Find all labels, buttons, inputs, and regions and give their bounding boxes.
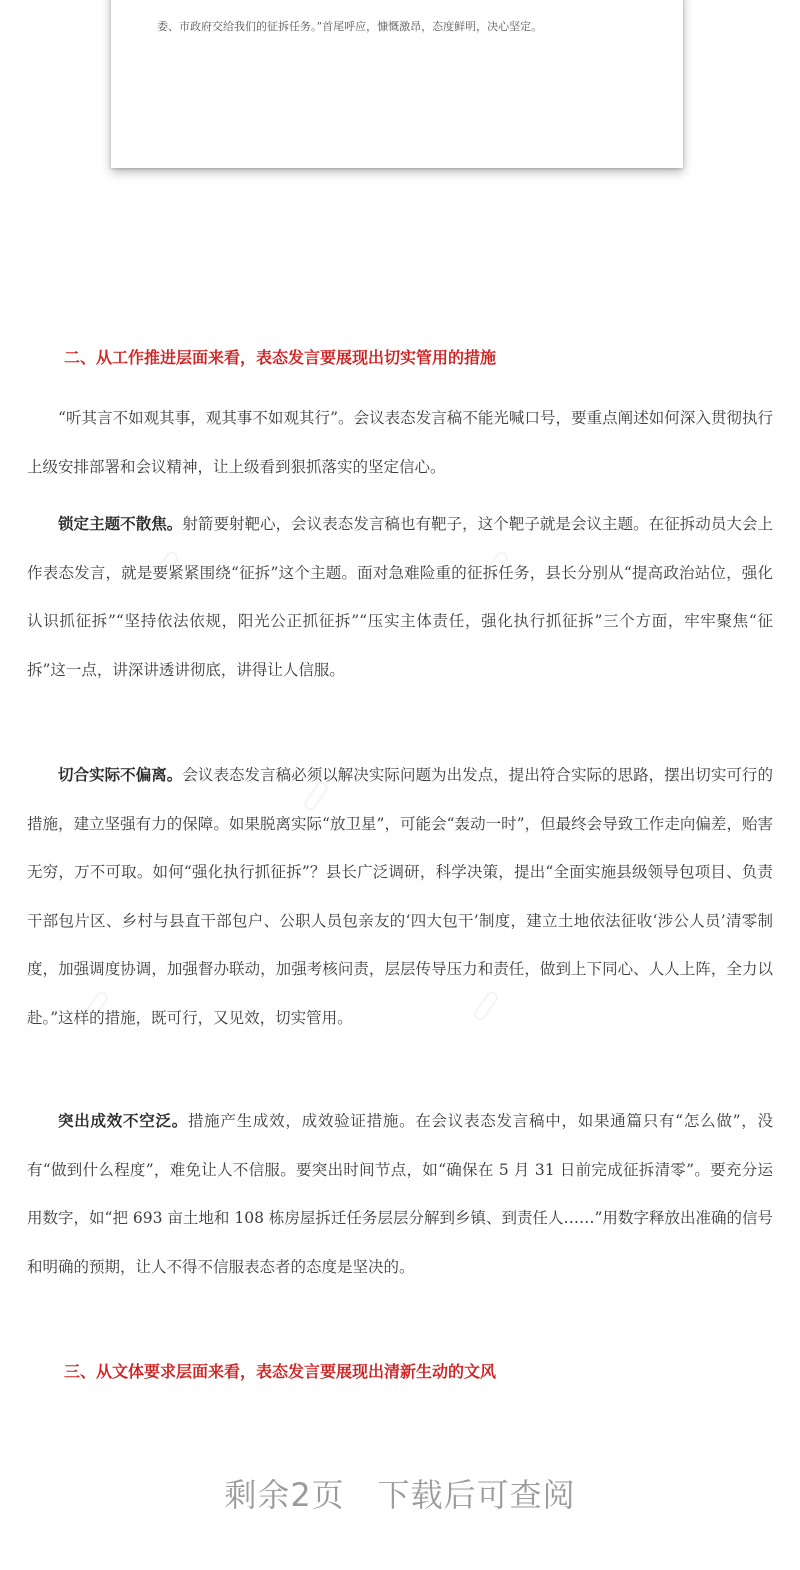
section-heading-2: 二、从工作推进层面来看，表态发言要展现出切实管用的措施 xyxy=(64,348,497,367)
paragraph-results xyxy=(27,1097,773,1291)
card-text: 委、市政府交给我们的征拆任务。”首尾呼应，慷慨激昂，态度鲜明，决心坚定。 xyxy=(157,20,543,33)
paragraph-lead: 突出成效不空泛。 xyxy=(58,1111,188,1130)
paragraph-body: 射箭要射靶心，会议表态发言稿也有靶子，这个靶子就是会议主题。在征拆动员大会上作表态发言，就是要紧紧围绕“征拆”这个主题。面对急难险重的征拆任务，县长分别从“提高政治站位，强化认识抓征拆”“坚持依法依规，阳光公正抓征拆”“压实主体责任，强化执行抓征拆”三个方面，牢牢聚焦“征拆”这一点，讲深讲透讲彻底，讲得让人信服。 xyxy=(27,515,773,679)
paragraph-lead: 切合实际不偏离。 xyxy=(58,765,183,784)
paragraph-lead: 锁定主题不散焦。 xyxy=(58,514,183,533)
paragraph-practical xyxy=(27,751,773,1042)
paragraph-intro: “听其言不如观其事，观其事不如观其行”。会议表态发言稿不能光喊口号，要重点阐述如何深入贯彻执行上级安排部署和会议精神，让上级看到狠抓落实的坚定信心。 xyxy=(27,409,773,476)
paragraph-focus-theme xyxy=(27,500,773,694)
paragraph-body: 措施产生成效，成效验证措施。在会议表态发言稿中，如果通篇只有“怎么做”，没有“做到什么程度”，难免让人不信服。要突出时间节点，如“确保在 5 月 31 日前完成征拆清零”。要充分运用数字，如“把 693 亩土地和 108 栋房屋拆迁任务层层分解到乡镇、到责任人……”用数字释放出准确的信号和明确的预期，让人不得不信服表态者的态度是坚决的。 xyxy=(27,1112,773,1276)
previous-page-card xyxy=(111,0,683,168)
section-heading-3: 三、从文体要求层面来看，表态发言要展现出清新生动的文风 xyxy=(64,1362,497,1381)
remaining-pages-notice[interactable]: 剩余2页 下载后可查阅 xyxy=(224,1476,576,1514)
paragraph-body: 会议表态发言稿必须以解决实际问题为出发点，提出符合实际的思路，摆出切实可行的措施，建立坚强有力的保障。如果脱离实际“放卫星”，可能会“轰动一时”，但最终会导致工作走向偏差，贻害无穷，万不可取。如何“强化执行抓征拆”？县长广泛调研，科学决策，提出“全面实施县级领导包项目、负责干部包片区、乡村与县直干部包户、公职人员包亲友的‘四大包干’制度，建立土地依法征收‘涉公人员’清零制度，加强调度协调，加强督办联动，加强考核问责，层层传导压力和责任，做到上下同心、人人上阵，全力以赴。”这样的措施，既可行，又见效，切实管用。 xyxy=(27,766,773,1027)
